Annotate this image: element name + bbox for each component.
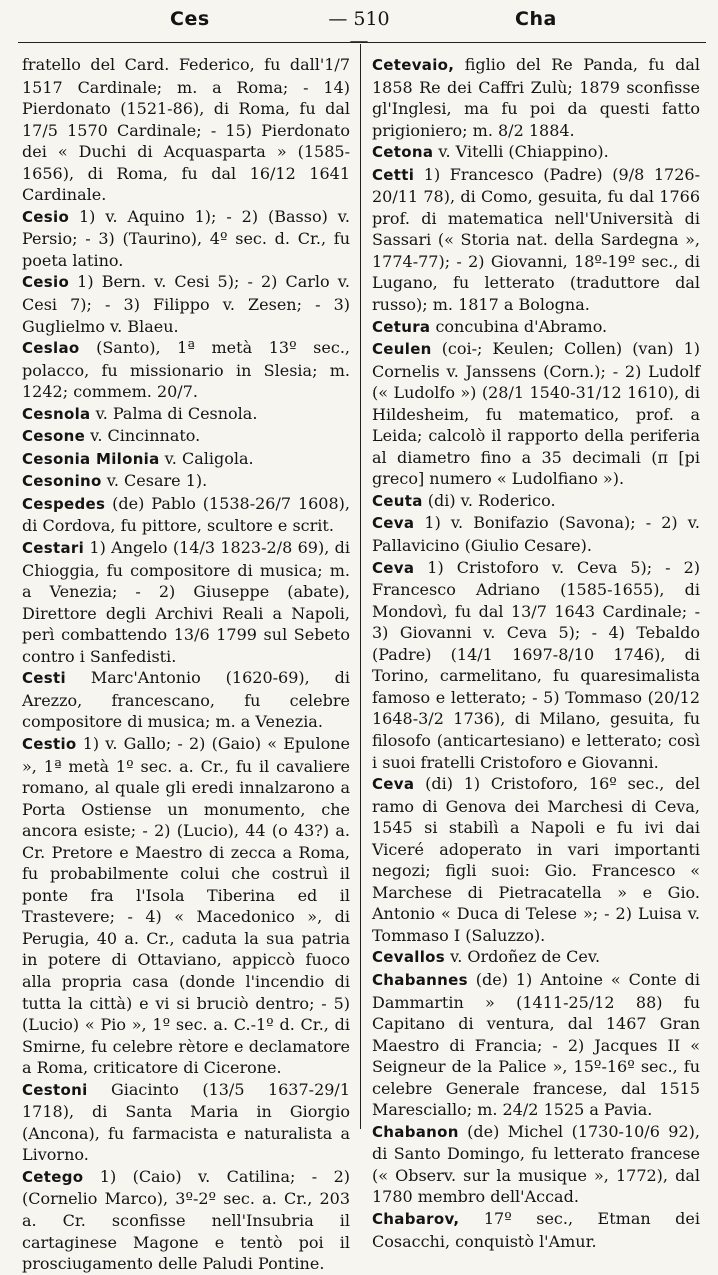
entry — [372, 557, 700, 773]
entry-headword: Cesnola — [22, 404, 91, 423]
entry — [372, 773, 700, 946]
entry-text: (di) 1) Cristoforo, 16º sec., del ramo di Genova dei Marchesi di Ceva, 1545 si stabilì a Napoli e fu ivi dai Viceré adoperato in vari importanti negozi; figli suoi: Gio. Francesco « Marchese di Pietracatella » e Gio. Antonio « Duca di Telese »; - 2) Luisa v. Tommaso I (Saluzzo). — [372, 774, 701, 945]
entry-headword: Cetego — [22, 1167, 84, 1186]
entry-headword: Cesio — [22, 273, 70, 292]
entry — [372, 490, 700, 513]
entry-text: v. Palma di Cesnola. — [95, 403, 258, 423]
entry — [22, 271, 350, 337]
entry-text: 1) v. Gallo; - 2) (Gaio) « Epulone », 1ª metà 1º sec. a. Cr., fu il cavaliere romano, al quale gli eredi innalzarono a Porta Ostiense un monumento, che ancora esiste; - 2) (Lucio), 44 (o 43?) a. Cr. Pretore e Maestro di zecca a Roma, fu probabilmente colui che costruì il ponte fra l'Isola Tiberina ed il Trastevere; - 4) « Macedonico », di Perugia, 40 a. Cr., caduta la sua patria in potere di Ottaviano, appiccò fuoco alla propria casa (donde l'incendio di tutta la città) e vi si bruciò dentro; - 5) (Lucio) « Pio », 1º sec. a. C.-1º d. Cr., di Smirne, fu celebre rètore e declamatore a Roma, criticatore di Cicerone. — [22, 733, 350, 1078]
entry-text: (Santo), 1ª metà 13º sec., polacco, fu missionario in Slesia; m. 1242; commem. 20/7. — [22, 338, 350, 402]
entry-text: 1) Bern. v. Cesi 5); - 2) Carlo v. Cesi 7); - 3) Filippo v. Zesen; - 3) Guglielmo v. Blaeu. — [22, 272, 350, 336]
entry-text: 1) v. Bonifazio (Savona); - 2) v. Pallavicino (Giulio Cesare). — [372, 513, 700, 556]
entry-headword: Cespedes — [22, 494, 106, 513]
entry — [22, 1166, 350, 1275]
entry-text: 17º sec., Etman dei Cosacchi, conquistò l'Amur. — [372, 1208, 701, 1251]
entry — [372, 141, 700, 164]
page-header — [0, 0, 718, 52]
entry-headword: Chabannes — [372, 970, 468, 989]
entry — [22, 1079, 350, 1166]
entry — [22, 425, 350, 448]
entry-headword: Ceva — [372, 514, 415, 533]
entry — [22, 403, 350, 426]
entry — [22, 667, 350, 733]
entry-text: v. Cincinnato. — [90, 426, 201, 446]
entry-text: 1) Francesco (Padre) (9/8 1726-20/11 78), di Como, gesuita, fu dal 1766 prof. di matematica nell'Università di Sassari (« Storia nat. della Sardegna », 1774-77); - 2) Giovanni, 18º-19º sec., di Lugano, fu letterato (traduttore dal russo); m. 1817 a Bologna. — [372, 164, 700, 315]
entry-text: (coi-; Keulen; Collen) (van) 1) Cornelis v. Janssens (Corn.); - 2) Ludolf (« Ludolfo ») (28/1 1540-31/12 1610), di Hildesheim, fu matematico, prof. a Leida; calcolò il rapporto della periferia al diametro fino a 35 decimali (π [pi greco] numero « Ludolfiano »). — [372, 339, 700, 489]
entry-headword: Cesti — [22, 669, 66, 688]
entry — [22, 733, 350, 1079]
entry — [22, 337, 350, 403]
entry — [22, 470, 350, 493]
entry-text: (de) 1) Antoine « Conte di Dammartin » (1411-25/12 88) fu Capitano di ventura, dal 1467 Gran Maestro di Francia; - 2) Jacques II « Seigneur de la Palice », 15º-16º sec., fu celebre Generale francese, dal 1515 Maresciallo; m. 24/2 1525 a Pavia. — [372, 969, 700, 1120]
page-number: — 510 — — [328, 8, 390, 52]
entry — [22, 206, 350, 272]
entry-headword: Cesonino — [22, 472, 102, 491]
entry — [372, 1208, 700, 1252]
entry-headword: Ceslao — [22, 339, 80, 358]
entry-headword: Ceuta — [372, 491, 423, 510]
entry — [372, 316, 700, 339]
entry-text: 1) v. Aquino 1); - 2) (Basso) v. Persio; - 3) (Taurino), 4º sec. d. Cr., fu poeta latino. — [22, 206, 351, 270]
entry-headword: Cetti — [372, 165, 415, 184]
entry-text: v. Caligola. — [164, 448, 254, 468]
entry-text: 1) Cristoforo v. Ceva 5); - 2) Francesco Adriano (1585-1655), di Mondovì, fu dal 13/7 1643 Cardinale; - 3) Giovanni v. Ceva 5); - 4) Tebaldo (Padre) (14/1 1697-8/10 1746), di Torino, carmelitano, fu quaresimalista famoso e letterato; - 5) Tommaso (20/12 1648-3/2 1736), di Milano, gesuita, fu filosofo (anticartesiano) e letterato; così i suoi fratelli Cristoforo e Giovanni. — [372, 557, 700, 772]
entry-headword: Cestari — [22, 539, 85, 558]
left-column — [22, 54, 350, 1275]
header-last-entry: Cha — [515, 8, 557, 30]
entry-headword: Cetona — [372, 143, 434, 162]
header-rule — [18, 42, 706, 43]
entry-text: (di) v. Roderico. — [427, 490, 556, 510]
entry — [22, 493, 350, 537]
entry — [372, 338, 700, 490]
entry — [22, 54, 350, 206]
entry — [372, 969, 700, 1121]
entry-text: v. Ordoñez de Cev. — [450, 947, 601, 967]
entry-text: (de) Pablo (1538-26/7 1608), di Cordova, fu pittore, scultore e scrit. — [22, 493, 350, 536]
entry-headword: Cevallos — [372, 948, 445, 967]
entry-headword: Cetevaio, — [372, 56, 455, 74]
right-column — [372, 54, 700, 1252]
entry — [372, 164, 700, 316]
entry — [372, 1121, 700, 1208]
entry-headword: Cesio — [22, 207, 70, 226]
entry-headword: Cestio — [22, 734, 77, 753]
entry — [22, 448, 350, 471]
entry-text: Marc'Antonio (1620-69), di Arezzo, francescano, fu celebre compositore di musica; m. a Venezia. — [22, 668, 350, 732]
entry-headword: Ceva — [372, 775, 415, 794]
entry-headword: Chabanon — [372, 1122, 459, 1141]
entry-text: 1) Angelo (14/3 1823-2/8 69), di Chioggia, fu compositore di musica; m. a Venezia; - 2) Giuseppe (abate), Direttore degli Archivi Reali a Napoli, perì combattendo 13/6 1799 sul Sebeto contro i Sanfedisti. — [22, 538, 350, 666]
entry-headword: Chabarov, — [372, 1209, 460, 1228]
entry-headword: Cesonia Milonia — [22, 449, 160, 468]
entry-headword: Cestoni — [22, 1080, 88, 1099]
entry-text: (de) Michel (1730-10/6 92), di Santo Domingo, fu letterato francese (« Observ. sur la musique », 1772), dal 1780 membro dell'Accad. — [372, 1121, 700, 1207]
entry — [372, 512, 700, 556]
entry-text: v. Cesare 1). — [106, 471, 208, 491]
entry-headword: Ceva — [372, 558, 415, 577]
entry-text: concubina d'Abramo. — [435, 316, 608, 336]
entry-text: Giacinto (13/5 1637-29/1 1718), di Santa Maria in Giorgio (Ancona), fu farmacista e naturalista a Livorno. — [22, 1079, 351, 1165]
entry-text: v. Vitelli (Chiappino). — [438, 142, 609, 162]
entry-text: figlio del Re Panda, fu dal 1858 Re dei Caffri Zulù; 1879 sconfisse gl'Inglesi, ma fu poi da questi fatto prigioniero; m. 8/2 1884. — [372, 55, 700, 140]
entry-headword: Cetura — [372, 317, 431, 336]
column-rule — [360, 44, 361, 1129]
entry-headword: Ceulen — [372, 340, 432, 359]
entry-text: 1) (Caio) v. Catilina; - 2) (Cornelio Marco), 3º-2º sec. a. Cr., 203 a. Cr. sconfisse nell'Insubria il cartaginese Magone e tentò poi il prosciugamento delle Paludi Pontine. — [22, 1166, 350, 1274]
entry — [22, 537, 350, 667]
entry-headword: Cesone — [22, 427, 86, 446]
entry — [372, 946, 700, 969]
entry — [372, 54, 700, 141]
entry-text: fratello del Card. Federico, fu dall'1/7 1517 Cardinale; m. a Roma; - 14) Pierdonato (1521-86), di Roma, fu dal 17/5 1570 Cardinale; - 15) Pierdonato dei « Duchi di Acquasparta » (1585-1656), di Roma, fu dal 16/12 1641 Cardinale. — [22, 55, 350, 205]
header-first-entry: Ces — [170, 8, 210, 30]
